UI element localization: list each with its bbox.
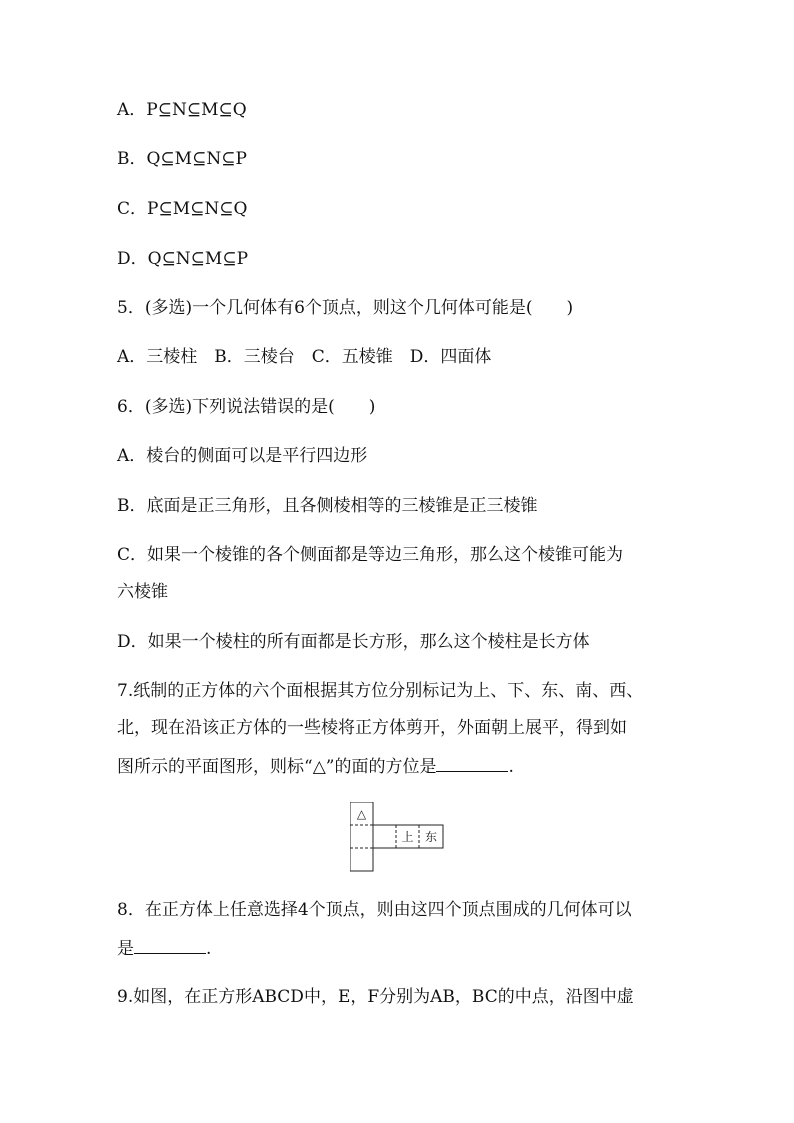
option-d: D．Q⊆N⊆M⊆P (117, 249, 249, 269)
question-8-period: . (206, 939, 212, 959)
answer-blank-7[interactable] (436, 755, 508, 772)
option-c: C．P⊆M⊆N⊆Q (117, 199, 248, 219)
question-6: 6．(多选)下列说法错误的是( ) (117, 397, 376, 417)
east-face-label: 东 (424, 830, 438, 844)
question-7-line1: 7.纸制的正方体的六个面根据其方位分别标记为上、下、东、南、西、 (117, 681, 644, 701)
question-7-period: . (508, 757, 514, 777)
question-7-line2: 北，现在沿该正方体的一些棱将正方体剪开，外面朝上展平，得到如 (117, 718, 627, 738)
question-6-option-c-line2: 六棱锥 (117, 582, 168, 602)
question-8-text: 是 (117, 939, 134, 959)
triangle-face-label: △ (356, 807, 367, 821)
question-8-line1: 8．在正方体上任意选择4个顶点，则由这四个顶点围成的几何体可以 (117, 900, 632, 920)
question-7-text: 图所示的平面图形，则标“△”的面的方位是 (117, 757, 437, 777)
question-7-line3 (117, 755, 514, 777)
option-b: B．Q⊆M⊆N⊆P (117, 149, 247, 169)
question-6-option-b: B．底面是正三角形，且各侧棱相等的三棱锥是正三棱锥 (117, 496, 538, 516)
question-8-line2 (117, 937, 211, 959)
question-6-option-a: A．棱台的侧面可以是平行四边形 (117, 446, 368, 466)
option-a: A．P⊆N⊆M⊆Q (117, 100, 247, 120)
question-9-line1: 9.如图，在正方形ABCD中，E，F分别为AB，BC的中点，沿图中虚 (117, 987, 634, 1007)
question-5-options: A．三棱柱 B．三棱台 C．五棱锥 D．四面体 (117, 347, 492, 367)
up-face-label: 上 (401, 830, 414, 844)
answer-blank-8[interactable] (134, 937, 206, 954)
question-6-option-c-line1: C．如果一个棱锥的各个侧面都是等边三角形，那么这个棱锥可能为 (117, 545, 624, 565)
cube-net-figure (350, 802, 446, 874)
question-5: 5．(多选)一个几何体有6个顶点，则这个几何体可能是( ) (117, 298, 574, 318)
question-6-option-d: D．如果一个棱柱的所有面都是长方形，那么这个棱柱是长方体 (117, 632, 590, 652)
